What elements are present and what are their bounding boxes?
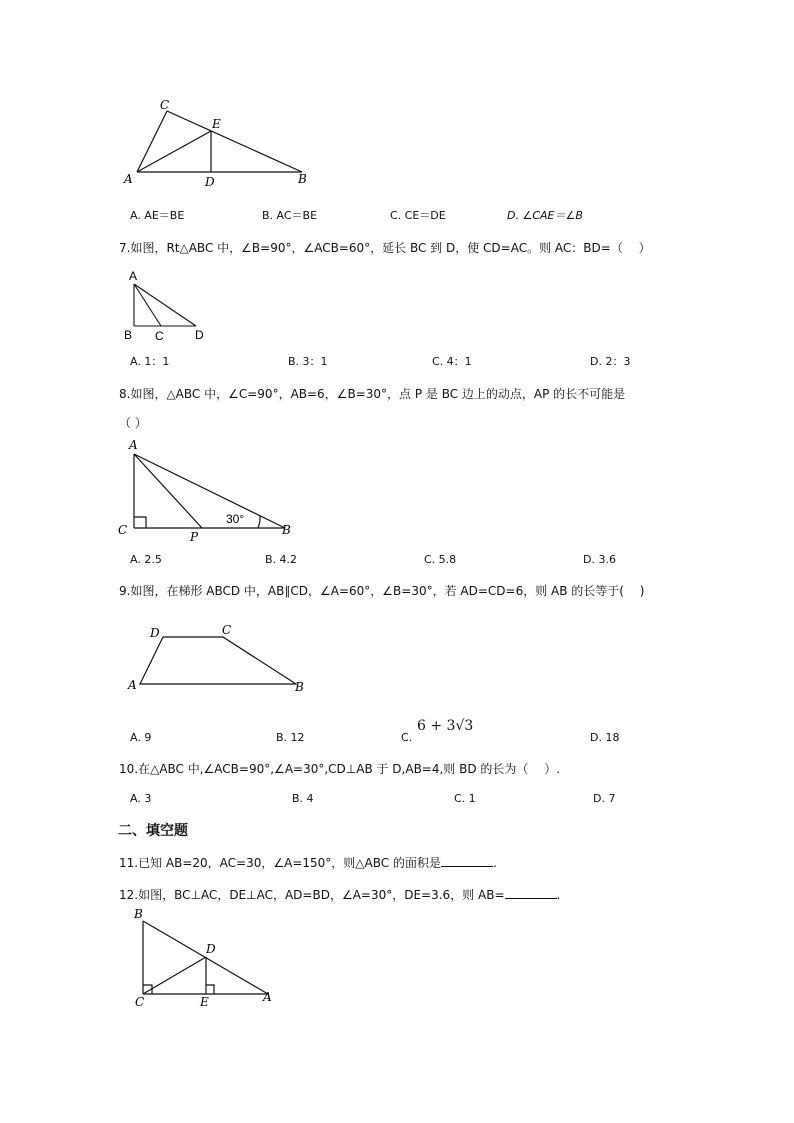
q9-option-d[interactable]: D. 18: [590, 731, 620, 744]
q9-option-c-formula: 6 + 3√3: [417, 718, 474, 734]
fig8-label-b: B: [282, 523, 291, 537]
q12-text: 12.如图，BC⊥AC，DE⊥AC，AD=BD，∠A=30°，DE=3.6，则 AB=: [119, 888, 505, 902]
fig6-label-c: C: [160, 98, 170, 112]
fig6-label-b: B: [298, 172, 307, 186]
fig8-label-p: P: [190, 530, 199, 544]
q10-option-d[interactable]: D. 7: [593, 792, 616, 805]
fig12-label-d: D: [206, 942, 216, 956]
q7-option-b[interactable]: B. 3：1: [288, 355, 328, 368]
fig6-label-d: D: [205, 175, 215, 189]
fig7-label-a: A: [129, 269, 138, 283]
fig9-label-b: B: [295, 680, 304, 694]
q7-question: 7.如图，Rt△ABC 中，∠B=90°，∠ACB=60°，延长 BC 到 D，使 CD=AC。则 AC：BD=（ ）: [119, 241, 651, 255]
q8-option-a[interactable]: A. 2.5: [130, 553, 162, 566]
q11-text: 11.已知 AB=20，AC=30，∠A=150°，则△ABC 的面积是: [119, 856, 441, 870]
fig7-label-b: B: [124, 328, 133, 342]
q10-option-b[interactable]: B. 4: [292, 792, 314, 805]
q9-option-c[interactable]: C.: [401, 731, 413, 744]
q11-end: .: [492, 856, 497, 870]
q7-option-a[interactable]: A. 1：1: [130, 355, 170, 368]
q12-answer-blank[interactable]: [505, 886, 557, 899]
section-title: 二、填空题: [118, 823, 188, 839]
q8-question-line1: 8.如图，△ABC 中，∠C=90°，AB=6，∠B=30°，点 P 是 BC 边上的动点，AP 的长不可能是: [119, 387, 626, 401]
fig8-label-angle: 30°: [226, 512, 245, 526]
fig12-label-e: E: [200, 995, 209, 1009]
q12-question: [119, 886, 560, 903]
fig12-label-a: A: [263, 990, 272, 1004]
q7-option-c[interactable]: C. 4：1: [432, 355, 472, 368]
fig9-label-a: A: [128, 678, 137, 692]
fig12-label-b: B: [134, 907, 143, 921]
q9-option-a[interactable]: A. 9: [130, 731, 152, 744]
q8-option-d[interactable]: D. 3.6: [583, 553, 616, 566]
fig6-label-a: A: [124, 172, 133, 186]
fig8-label-c: C: [118, 523, 128, 537]
fig8-label-a: A: [129, 438, 138, 452]
q8-question-line2: （ ）: [119, 416, 147, 430]
q9-question: 9.如图，在梯形 ABCD 中，AB∥CD，∠A=60°，∠B=30°，若 AD=CD=6，则 AB 的长等于( ): [119, 584, 645, 598]
q6-option-b[interactable]: B. AC＝BE: [262, 209, 318, 222]
q6-option-c[interactable]: C. CE＝DE: [390, 209, 446, 222]
fig7-label-d: D: [195, 328, 204, 342]
fig9-label-c: C: [222, 623, 232, 637]
q8-option-b[interactable]: B. 4.2: [265, 553, 298, 566]
fig7-label-c: C: [155, 329, 164, 343]
q11-answer-blank[interactable]: [441, 854, 493, 867]
fig6-label-e: E: [212, 117, 221, 131]
q9-option-b[interactable]: B. 12: [276, 731, 305, 744]
q12-end: .: [556, 888, 561, 902]
q10-option-c[interactable]: C. 1: [454, 792, 476, 805]
q7-option-d[interactable]: D. 2：3: [590, 355, 631, 368]
fig9-label-d: D: [150, 626, 160, 640]
q8-option-c[interactable]: C. 5.8: [424, 553, 457, 566]
q6-option-a[interactable]: A. AE＝BE: [130, 209, 185, 222]
q10-option-a[interactable]: A. 3: [130, 792, 152, 805]
q6-option-d[interactable]: D. ∠CAE＝∠B: [507, 209, 583, 222]
fig12-label-c: C: [135, 995, 145, 1009]
q11-question: [119, 854, 497, 871]
q10-question: 10.在△ABC 中,∠ACB=90°,∠A=30°,CD⊥AB 于 D,AB=4,则 BD 的长为（ ）.: [119, 762, 561, 776]
